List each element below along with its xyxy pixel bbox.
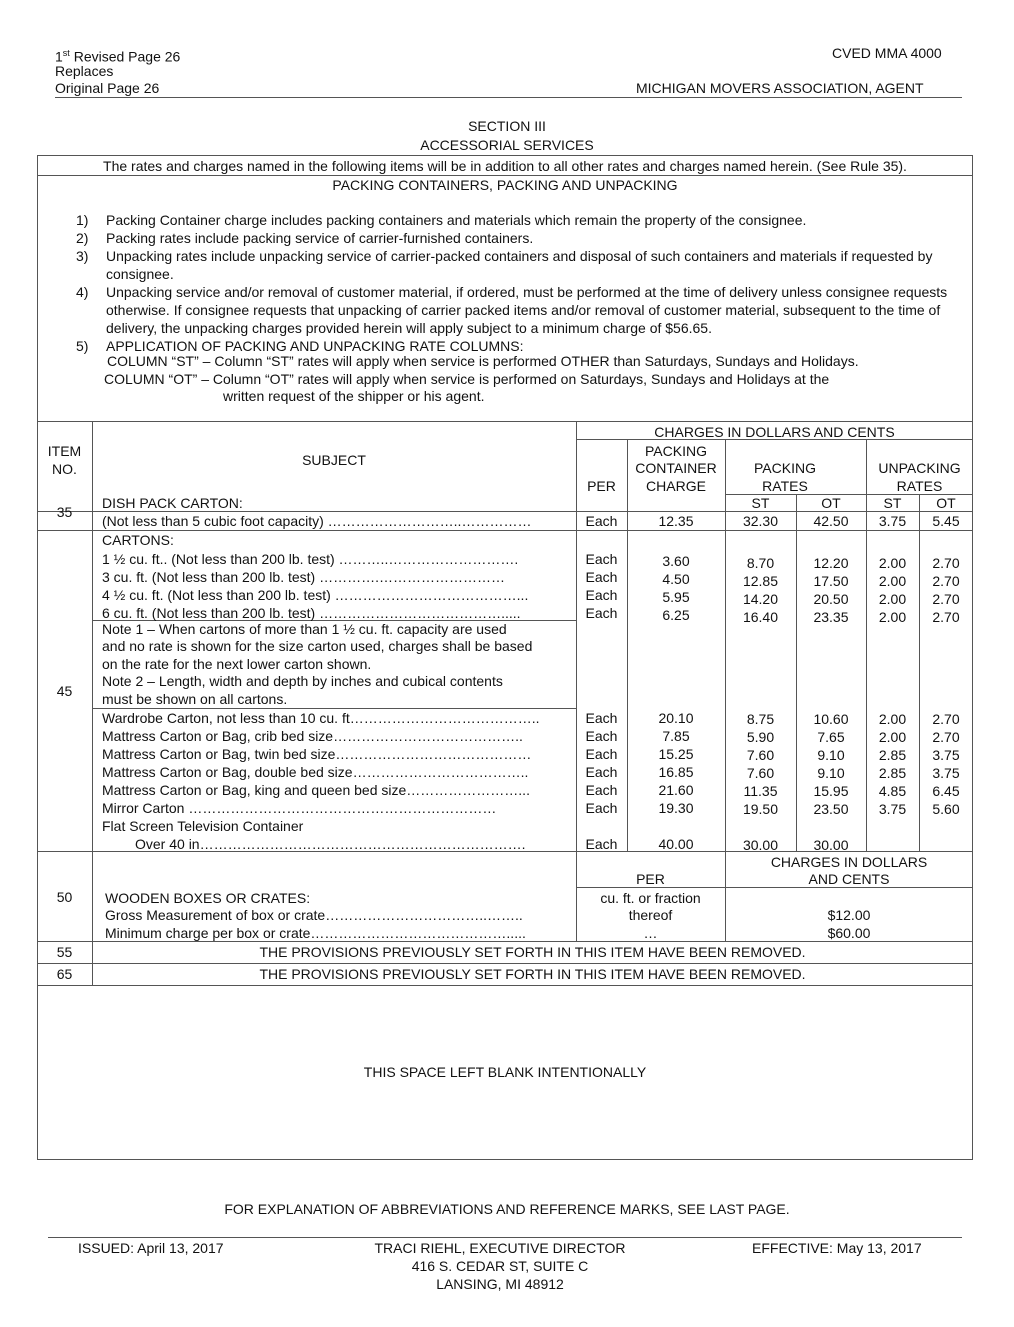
other-ust: 3.75 <box>878 801 907 817</box>
item50-per-3: … <box>643 925 658 941</box>
item50-per-2: thereof <box>628 907 673 923</box>
item55-number: 55 <box>56 944 73 960</box>
tv-pcc: 40.00 <box>658 836 694 852</box>
tv-pot: 30.00 <box>813 837 849 853</box>
other-uot: 3.75 <box>932 747 960 763</box>
rule-item: 4) Unpacking service and/or removal of customer material, if ordered, must be performed at the time of delivery unless consignee requests otherwise. If consignee requests that unpacking of carrier packed items and/or removal of customer material, subsequent to the time of delivery, the unpacking charges provided herein will apply subject to a minimum charge of $56.65. <box>76 284 948 336</box>
unpacking-heading-1: UNPACKING <box>878 460 961 476</box>
item-col-rule <box>92 421 93 985</box>
other-pcc: 21.60 <box>658 782 694 798</box>
effective-date: EFFECTIVE: May 13, 2017 <box>752 1240 922 1256</box>
carton-uot: 2.70 <box>932 609 960 625</box>
rules-list <box>72 211 972 355</box>
item35-title: DISH PACK CARTON: <box>102 495 243 511</box>
carton-pot-column <box>796 554 866 626</box>
per-heading: PER <box>587 478 616 494</box>
carton-ust: 2.00 <box>878 573 907 589</box>
other-pot-column <box>796 710 866 854</box>
carton-ust: 2.00 <box>878 555 907 571</box>
no-heading: NO. <box>52 461 77 477</box>
pcc-heading-3: CHARGE <box>646 478 706 494</box>
carton-pot: 17.50 <box>813 573 849 589</box>
other-per: Each <box>585 782 618 798</box>
tv-per: Each <box>585 836 618 852</box>
other-ust: 2.00 <box>878 711 907 727</box>
other-pst: 7.60 <box>746 765 775 781</box>
item50-minimum: Minimum charge per box or crate……………………………………..... <box>105 925 526 941</box>
intro-rule <box>37 175 973 176</box>
revision-text: Revised Page 26 <box>69 48 181 65</box>
rule-item: 3) Unpacking rates include unpacking service of carrier-packed containers and disposal of such containers and materials if requested by consignee. <box>76 248 933 282</box>
note-line: must be shown on all cartons. <box>102 690 288 707</box>
other-pot: 7.65 <box>817 729 845 745</box>
address-street: 416 S. CEDAR ST, SUITE C <box>411 1258 589 1274</box>
other-per: Each <box>585 764 618 780</box>
item-heading: ITEM <box>47 443 82 459</box>
item35-packing-st: 32.30 <box>742 513 779 529</box>
other-pst-blank <box>725 818 796 836</box>
carton-pcc: 6.25 <box>662 607 690 623</box>
other-pst: 8.75 <box>746 711 775 727</box>
carton-ust-column <box>866 554 919 626</box>
other-pot: 9.10 <box>817 747 845 763</box>
other-uot: 6.45 <box>932 783 960 799</box>
item35-bottom-rule <box>37 530 973 531</box>
carton-desc: 6 cu. ft. (Not less than 200 lb. test) …………………………………..... <box>102 605 521 621</box>
other-per: Each <box>585 728 618 744</box>
other-desc: Wardrobe Carton, not less than 10 cu. ft………………………………….. <box>102 710 540 726</box>
other-pst: 11.35 <box>743 783 778 799</box>
other-uot: 2.70 <box>932 729 960 745</box>
other-pst: 5.90 <box>746 729 775 745</box>
other-pst-column <box>725 710 796 854</box>
packing-st-heading: ST <box>751 495 770 511</box>
other-desc: Mattress Carton or Bag, double bed size……………………………….. <box>102 764 529 780</box>
item45-number: 45 <box>56 683 73 699</box>
pcc-heading-1: PACKING <box>645 443 707 459</box>
carton-pst: 8.70 <box>746 555 775 571</box>
tv-pst: 30.00 <box>742 837 779 853</box>
rule-item: 1) Packing Container charge includes packing containers and materials which remain the property of the consignee. <box>76 212 807 228</box>
other-per: Each <box>585 800 618 816</box>
table-top-rule <box>37 421 973 422</box>
blank-space-notice: THIS SPACE LEFT BLANK INTENTIONALLY <box>363 1064 647 1080</box>
other-pcc: 7.85 <box>662 728 690 744</box>
carton-per: Each <box>585 569 618 585</box>
section-number: SECTION III <box>468 118 546 134</box>
issued-date: ISSUED: April 13, 2017 <box>78 1240 224 1256</box>
carton-uot: 2.70 <box>932 555 960 571</box>
item50-rate-minimum: $60.00 <box>827 925 871 941</box>
item45-title: CARTONS: <box>102 532 174 548</box>
item50-title: WOODEN BOXES OR CRATES: <box>105 890 311 906</box>
other-desc: Mirror Carton ………………………………………………………… <box>102 800 497 816</box>
carton-uot-column <box>919 554 973 626</box>
other-pot: 9.10 <box>817 765 845 781</box>
rule-item: 5) APPLICATION OF PACKING AND UNPACKING RATE COLUMNS: <box>76 338 524 354</box>
item35-unpacking-st: 3.75 <box>878 513 907 529</box>
note-line: and no rate is shown for the size carton used, charges shall be based <box>102 638 533 655</box>
item35-description: (Not less than 5 cubic foot capacity) ………………………..…………… <box>102 513 532 529</box>
tv-desc-size: Over 40 in……………………………………………………………. <box>135 836 526 852</box>
other-ust: 2.85 <box>878 747 907 763</box>
footer-rule <box>48 1237 962 1238</box>
item35-per: Each <box>585 513 618 529</box>
carton-desc: 3 cu. ft. (Not less than 200 lb. test) ………….……………………… <box>102 569 505 585</box>
carton-pcc-column <box>627 552 725 624</box>
header-rule <box>55 97 962 98</box>
other-pot-blank <box>796 818 866 836</box>
other-pst: 19.50 <box>742 801 779 817</box>
address-city: LANSING, MI 48912 <box>436 1276 564 1292</box>
other-pst: 7.60 <box>746 747 775 763</box>
revision-number: 1 <box>55 48 63 65</box>
original-page-label: Original Page 26 <box>55 80 160 96</box>
replaces-label: Replaces <box>55 63 114 79</box>
other-uot: 5.60 <box>932 801 960 817</box>
item50-gross: Gross Measurement of box or crate……………………………..…….. <box>105 907 523 923</box>
carton-pcc: 3.60 <box>662 553 690 569</box>
carton-pst: 14.20 <box>742 591 779 607</box>
note-line: on the rate for the next lower carton shown. <box>102 655 372 672</box>
other-pcc: 15.25 <box>658 746 694 762</box>
packing-heading-1: PACKING <box>754 460 816 476</box>
other-pcc: 16.85 <box>658 764 694 780</box>
carton-per: Each <box>585 605 618 621</box>
carton-pst: 16.40 <box>742 609 779 625</box>
carton-pot: 20.50 <box>813 591 849 607</box>
carton-uot: 2.70 <box>932 573 960 589</box>
other-pcc-blank <box>627 817 725 835</box>
carton-desc: 4 ½ cu. ft. (Not less than 200 lb. test) …………………………………... <box>102 587 529 603</box>
packing-title: PACKING CONTAINERS, PACKING AND UNPACKING <box>332 177 678 193</box>
carton-ust: 2.00 <box>878 591 907 607</box>
tariff-number: CVED MMA 4000 <box>832 45 942 61</box>
other-ust: 2.85 <box>878 765 907 781</box>
carton-pot: 23.35 <box>813 609 849 625</box>
carton-per: Each <box>585 551 618 567</box>
other-pot: 23.50 <box>813 801 849 817</box>
carton-ust: 2.00 <box>878 609 907 625</box>
other-ust: 4.85 <box>878 783 907 799</box>
other-per: Each <box>585 710 618 726</box>
item65-text: THE PROVISIONS PREVIOUSLY SET FORTH IN THIS ITEM HAVE BEEN REMOVED. <box>259 966 806 982</box>
item35-number: 35 <box>56 504 73 520</box>
note-line: Note 2 – Length, width and depth by inches and cubical contents <box>102 673 503 690</box>
carton-pot: 12.20 <box>813 555 849 571</box>
pcc-heading-2: CONTAINER <box>635 460 717 476</box>
other-desc-column <box>102 709 540 853</box>
other-uot: 3.75 <box>932 765 960 781</box>
other-pcc: 20.10 <box>658 710 694 726</box>
other-pcc: 19.30 <box>658 800 694 816</box>
carton-notes <box>102 621 532 708</box>
agent-name: MICHIGAN MOVERS ASSOCIATION, AGENT <box>636 80 924 96</box>
other-desc: Mattress Carton or Bag, king and queen bed size……………………... <box>102 782 530 798</box>
subject-col-rule <box>576 421 577 941</box>
revision-suffix: st <box>62 48 70 58</box>
abbreviations-note: FOR EXPLANATION OF ABBREVIATIONS AND REFERENCE MARKS, SEE LAST PAGE. <box>224 1201 790 1217</box>
other-per: Each <box>585 746 618 762</box>
item35-pcc: 12.35 <box>658 513 694 529</box>
subject-heading: SUBJECT <box>302 452 366 468</box>
other-uot-column <box>919 710 973 818</box>
unpacking-heading-2: RATES <box>896 478 943 494</box>
other-uot: 2.70 <box>932 711 960 727</box>
item55-bottom-rule <box>37 963 973 964</box>
note-line: Note 1 – When cartons of more than 1 ½ cu. ft. capacity are used <box>102 621 507 637</box>
item65-number: 65 <box>56 966 73 982</box>
packing-ot-heading: OT <box>821 495 841 511</box>
other-pcc-column <box>627 709 725 853</box>
carton-pst: 12.85 <box>742 573 779 589</box>
intro-text: The rates and charges named in the following items will be in addition to all other rates and charges named herein. (See Rule 35). <box>103 158 907 174</box>
item50-per-1: cu. ft. or fraction <box>600 890 701 906</box>
other-desc: Mattress Carton or Bag, crib bed size………………………………….. <box>102 728 523 744</box>
packing-heading-2: RATES <box>762 478 808 494</box>
carton-pcc: 4.50 <box>662 571 690 587</box>
column-ot-text-continued: written request of the shipper or his agent. <box>223 388 485 404</box>
carton-pst-column <box>725 554 796 626</box>
item65-bottom-rule <box>37 985 973 986</box>
item50-number: 50 <box>56 889 73 905</box>
item50-charges-heading-2: AND CENTS <box>808 871 890 887</box>
other-per-column <box>576 709 627 853</box>
column-ot-text: COLUMN “OT” – Column “OT” rates will apply when service is performed on Saturdays, Sundays and Holidays at the <box>104 371 830 387</box>
item35-packing-ot: 42.50 <box>813 513 849 529</box>
other-pot: 15.95 <box>813 783 849 799</box>
director-name: TRACI RIEHL, EXECUTIVE DIRECTOR <box>374 1240 626 1256</box>
carton-desc-column <box>102 550 528 622</box>
other-pot: 10.60 <box>813 711 849 727</box>
item50-rate-gross: $12.00 <box>827 907 871 923</box>
carton-per-column <box>576 550 627 622</box>
other-per-blank <box>576 817 627 835</box>
item50-charges-heading-1: CHARGES IN DOLLARS <box>770 854 928 870</box>
rule-item: 2) Packing rates include packing service of carrier-furnished containers. <box>76 230 534 246</box>
item50-per-heading: PER <box>636 871 665 887</box>
unpacking-ot-heading: OT <box>936 495 956 511</box>
carton-uot: 2.70 <box>932 591 960 607</box>
other-ust-column <box>866 710 919 818</box>
column-st-text: COLUMN “ST” – Column “ST” rates will apply when service is performed OTHER than Saturdays, Sundays and Holidays. <box>107 353 859 369</box>
charges-heading: CHARGES IN DOLLARS AND CENTS <box>654 424 895 440</box>
item35-unpacking-ot: 5.45 <box>932 513 960 529</box>
unpacking-st-heading: ST <box>883 495 902 511</box>
carton-pcc: 5.95 <box>662 589 690 605</box>
section-title: ACCESSORIAL SERVICES <box>420 137 594 153</box>
other-ust: 2.00 <box>878 729 907 745</box>
carton-desc: 1 ½ cu. ft.. (Not less than 200 lb. test) ………..………………………. <box>102 551 519 567</box>
carton-per: Each <box>585 587 618 603</box>
tv-desc: Flat Screen Television Container <box>102 818 304 834</box>
other-desc: Mattress Carton or Bag, twin bed size…………………………………… <box>102 746 532 762</box>
item55-text: THE PROVISIONS PREVIOUSLY SET FORTH IN THIS ITEM HAVE BEEN REMOVED. <box>259 944 806 960</box>
